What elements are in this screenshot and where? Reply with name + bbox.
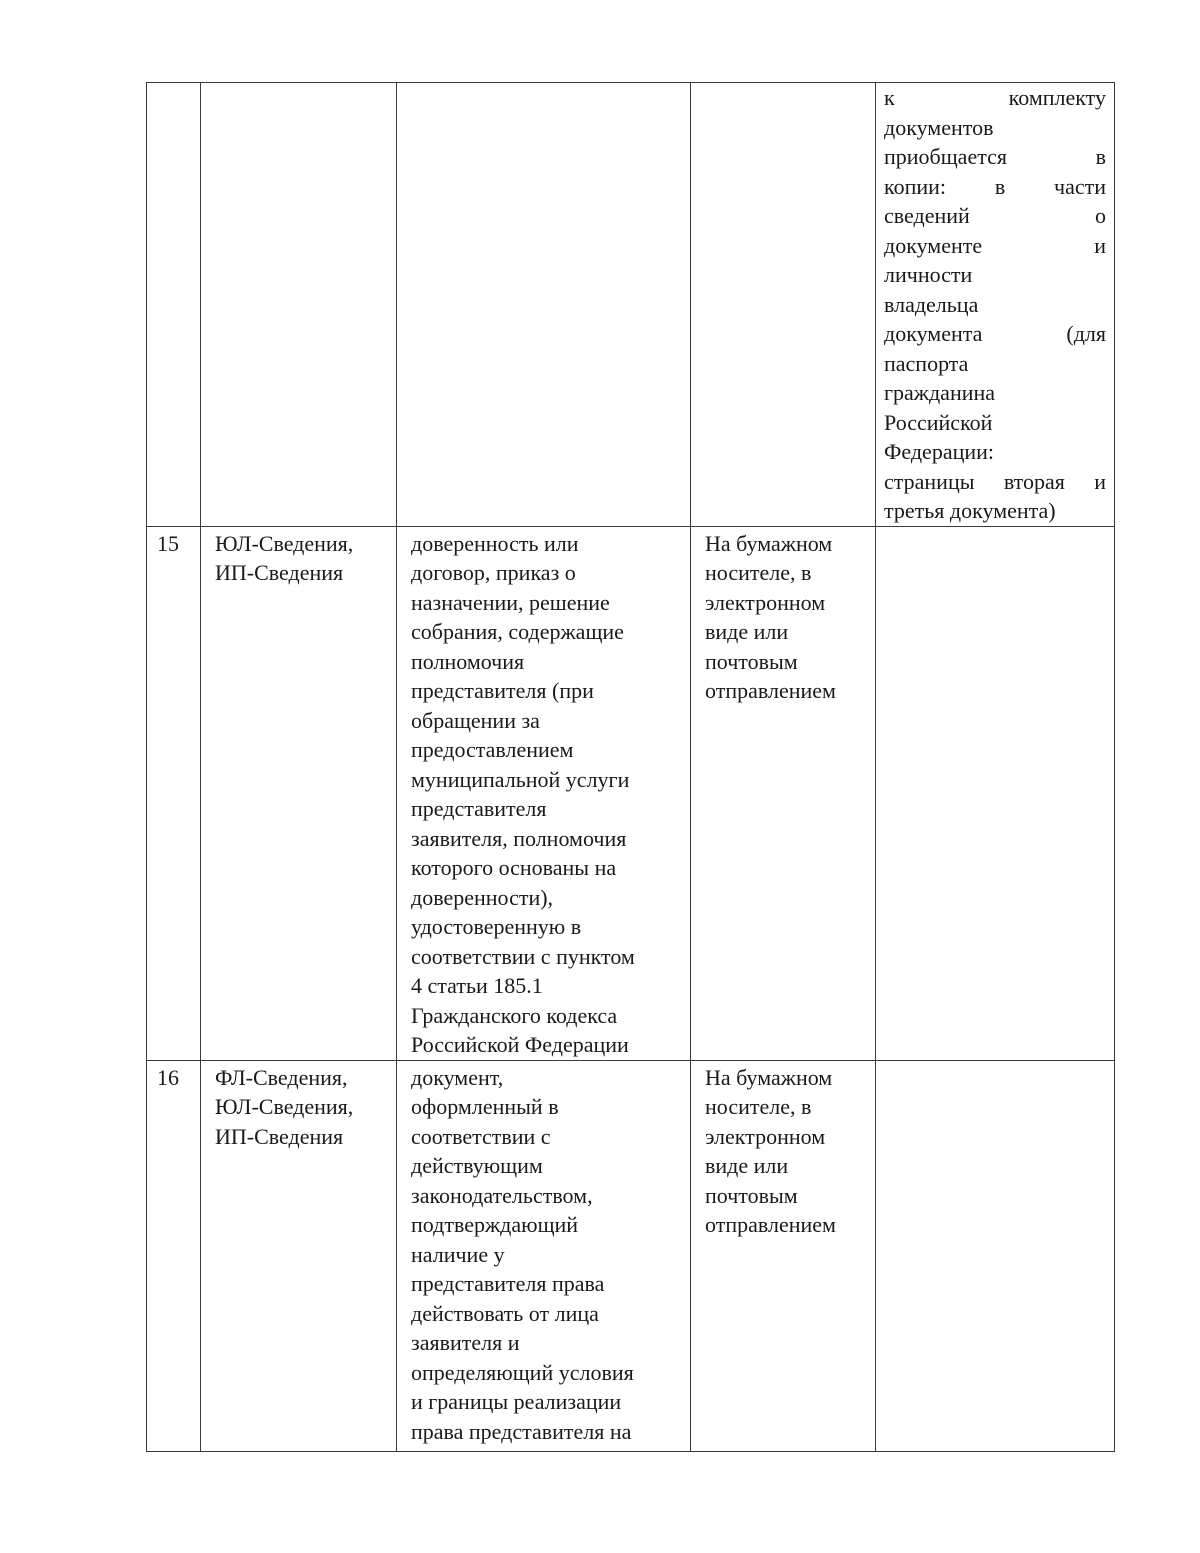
method-line: электронном <box>705 589 826 615</box>
method-line: электронном <box>705 1123 826 1149</box>
document-line: собрания, содержащие <box>411 619 624 644</box>
recipient-line: ЮЛ-Сведения, <box>215 530 354 556</box>
document-line: и границы реализации <box>411 1389 622 1414</box>
notes-line: приобщается в <box>884 144 1106 169</box>
documents-table <box>146 82 1115 1452</box>
row-number-cell <box>147 1060 201 1451</box>
method-line: носителе, в <box>705 1094 812 1119</box>
recipients-text <box>201 1061 396 1152</box>
notes-line: третья документа) <box>884 498 1056 523</box>
recipients-cell <box>201 526 397 1060</box>
method-line: На бумажном <box>705 530 833 556</box>
document-cell <box>397 1060 691 1451</box>
document-line: полномочия <box>411 648 525 674</box>
method-line: виде или <box>705 1153 789 1178</box>
method-line: почтовым <box>705 1182 798 1208</box>
document-line: представителя права <box>411 1271 605 1296</box>
row-number: 16 <box>157 1064 179 1090</box>
document-line: соответствии с пунктом <box>411 943 635 969</box>
method-cell <box>691 1060 876 1451</box>
document-line: законодательством, <box>411 1182 593 1208</box>
table-row <box>147 526 1115 1060</box>
document-line: назначении, решение <box>411 589 610 615</box>
recipient-line: ЮЛ-Сведения, <box>215 1094 354 1119</box>
notes-line: владельца <box>884 291 979 317</box>
notes-line: паспорта <box>884 350 969 376</box>
notes-cell <box>876 83 1115 527</box>
row-number-cell <box>147 83 201 527</box>
document-line: обращении за <box>411 707 540 733</box>
notes-line: документов <box>884 114 994 140</box>
method-line: виде или <box>705 619 789 644</box>
recipient-line: ИП-Сведения <box>215 560 344 585</box>
notes-text <box>876 83 1114 526</box>
document-line: представителя (при <box>411 678 594 703</box>
document-line: оформленный в <box>411 1094 559 1119</box>
notes-line: личности <box>884 262 973 287</box>
document-line: действующим <box>411 1153 543 1178</box>
row-number: 15 <box>157 530 179 556</box>
document-line: муниципальной услуги <box>411 766 630 792</box>
method-line: отправлением <box>705 678 836 703</box>
document-line: представителя <box>411 796 547 821</box>
document-line: соответствии с <box>411 1123 551 1149</box>
table-row <box>147 83 1115 527</box>
notes-line: сведений о <box>884 203 1106 228</box>
document-line: заявителя, полномочия <box>411 825 627 851</box>
recipients-cell <box>201 1060 397 1451</box>
notes-line: Федерации: <box>884 439 995 464</box>
recipients-text <box>201 527 396 588</box>
recipient-line: ИП-Сведения <box>215 1123 344 1149</box>
document-line: доверенность или <box>411 530 579 556</box>
method-text <box>691 527 875 706</box>
document-text <box>397 527 690 1060</box>
document-line: Российской Федерации <box>411 1032 629 1057</box>
document-cell <box>397 526 691 1060</box>
document-line: заявителя и <box>411 1330 520 1355</box>
document-line: удостоверенную в <box>411 914 582 939</box>
notes-cell <box>876 526 1115 1060</box>
document-line: документ, <box>411 1064 504 1090</box>
recipient-line: ФЛ-Сведения, <box>215 1064 348 1090</box>
notes-cell <box>876 1060 1115 1451</box>
document-line: определяющий условия <box>411 1359 634 1385</box>
document-line: подтверждающий <box>411 1212 579 1237</box>
document-line: предоставлением <box>411 737 574 762</box>
document-line: 4 статьи 185.1 <box>411 973 543 998</box>
method-line: почтовым <box>705 648 798 674</box>
document-text <box>397 1061 690 1447</box>
document-line: которого основаны на <box>411 855 617 880</box>
document-line: наличие у <box>411 1241 505 1267</box>
recipients-cell <box>201 83 397 527</box>
notes-line: страницы вторая и <box>884 468 1106 494</box>
document-cell <box>397 83 691 527</box>
notes-line: гражданина <box>884 380 996 405</box>
document-line: права представителя на <box>411 1418 632 1444</box>
method-line: носителе, в <box>705 560 812 585</box>
document-line: договор, приказ о <box>411 560 576 585</box>
table-row <box>147 1060 1115 1451</box>
notes-line: документе и <box>884 232 1106 258</box>
document-line: действовать от лица <box>411 1300 599 1326</box>
notes-line: копии: в части <box>884 173 1106 199</box>
method-line: На бумажном <box>705 1064 833 1090</box>
method-text <box>691 1061 875 1240</box>
row-number-cell <box>147 526 201 1060</box>
document-line: Гражданского кодекса <box>411 1002 618 1028</box>
method-cell <box>691 83 876 527</box>
notes-line: Российской <box>884 409 993 435</box>
method-line: отправлением <box>705 1212 836 1237</box>
document-line: доверенности), <box>411 884 554 910</box>
notes-line: документа (для <box>884 321 1106 346</box>
method-cell <box>691 526 876 1060</box>
notes-line: к комплекту <box>884 85 1106 110</box>
